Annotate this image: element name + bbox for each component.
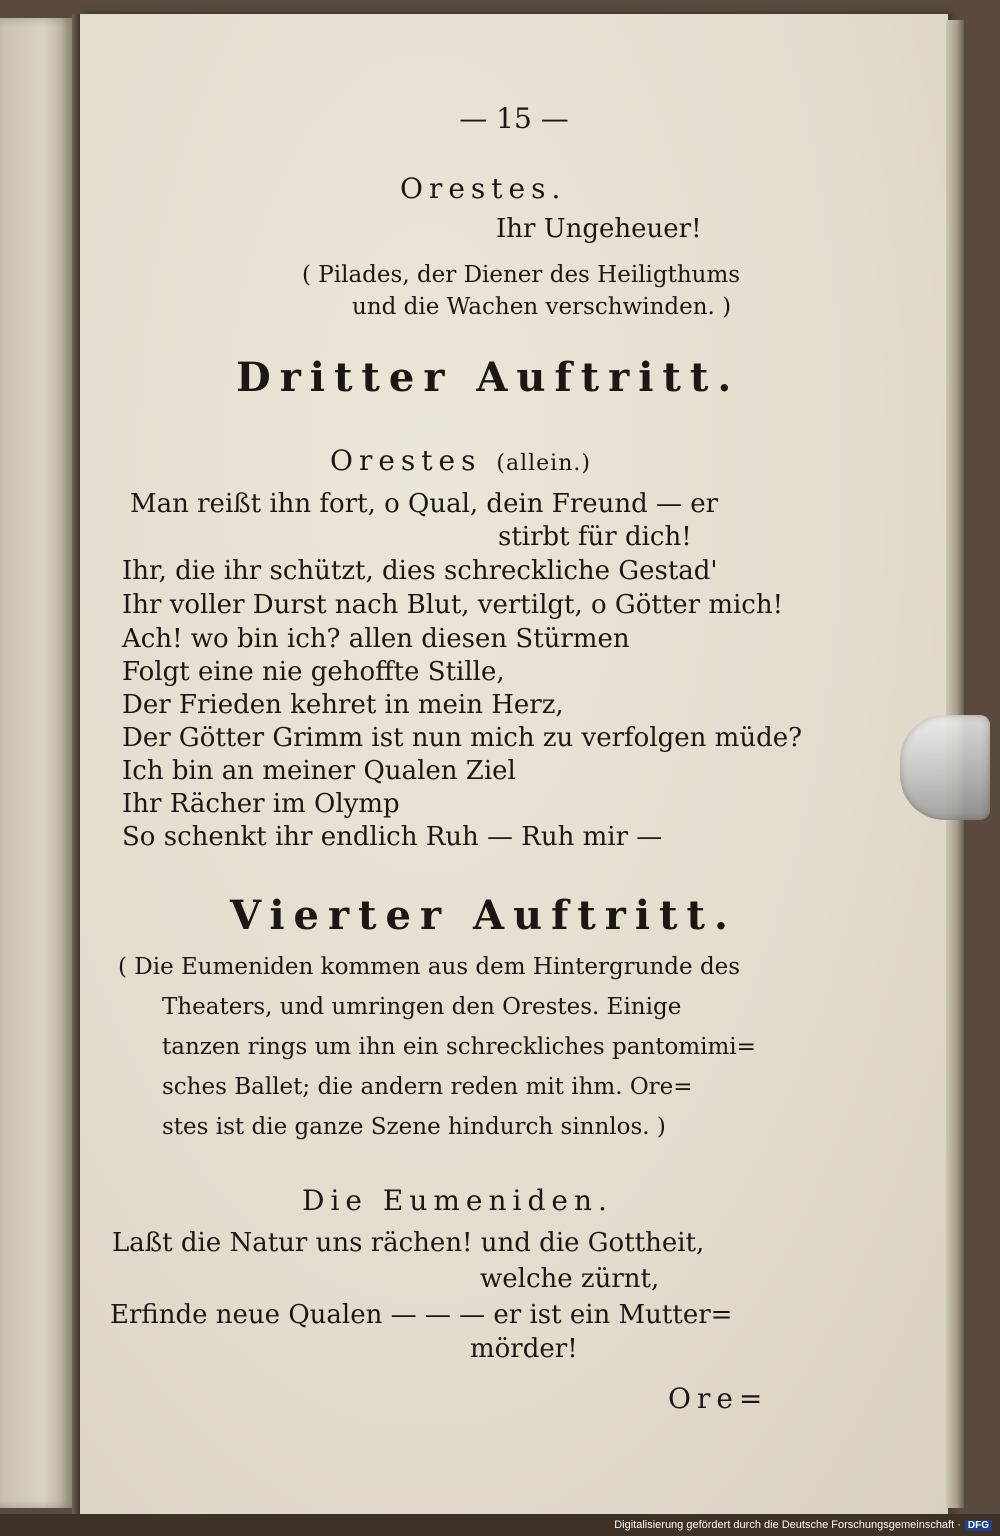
stage-direction: ( Die Eumeniden kommen aus dem Hintergrunde des	[118, 954, 741, 980]
verse-line: Erfinde neue Qualen — — — er ist ein Mutter=	[110, 1300, 733, 1330]
verse-line: mörder!	[470, 1334, 578, 1364]
speaker-orestes: Orestes.	[400, 172, 567, 205]
catchword: Ore=	[668, 1382, 769, 1415]
verse-line: Ihr Rächer im Olymp	[122, 789, 400, 819]
speaker-note: (allein.)	[496, 451, 591, 476]
scene-heading: Vierter Auftritt.	[230, 892, 737, 939]
stage-direction: ( Pilades, der Diener des Heiligthums	[302, 262, 741, 288]
verse-line: Der Frieden kehret in mein Herz,	[122, 690, 564, 720]
footer-text: Digitalisierung gefördert durch die Deutsche Forschungsgemeinschaft ·	[614, 1519, 961, 1531]
verse-line: Laßt die Natur uns rächen! und die Gottheit,	[112, 1228, 705, 1258]
facing-page-edge	[0, 18, 72, 1508]
speaker-eumeniden: Die Eumeniden.	[302, 1184, 613, 1217]
book-page	[80, 14, 948, 1514]
page-number: — 15 —	[459, 102, 569, 135]
stage-direction: sches Ballet; die andern reden mit ihm. Ore=	[162, 1074, 693, 1100]
verse-line: Der Götter Grimm ist nun mich zu verfolgen müde?	[122, 723, 803, 753]
verse-line: Ihr Ungeheuer!	[496, 214, 702, 244]
stage-direction: Theaters, und umringen den Orestes. Einige	[162, 994, 682, 1020]
stage-direction: stes ist die ganze Szene hindurch sinnlos. )	[162, 1114, 666, 1140]
book-gutter	[72, 14, 80, 1514]
verse-line: Ich bin an meiner Qualen Ziel	[122, 756, 516, 786]
verse-line: Folgt eine nie gehoffte Stille,	[122, 657, 505, 687]
scene-heading: Dritter Auftritt.	[236, 354, 741, 401]
verse-line: Man reißt ihn fort, o Qual, dein Freund — er	[130, 489, 719, 519]
verse-line: stirbt für dich!	[498, 522, 692, 552]
clip-icon	[900, 715, 990, 820]
verse-line: So schenkt ihr endlich Ruh — Ruh mir —	[122, 822, 663, 852]
stage-direction: tanzen rings um ihn ein schreckliches pantomimi=	[162, 1034, 756, 1060]
verse-line: Ihr voller Durst nach Blut, vertilgt, o Götter mich!	[122, 590, 784, 620]
speaker-orestes	[330, 444, 591, 477]
dfg-logo-icon: DFG	[965, 1520, 992, 1531]
verse-line: Ach! wo bin ich? allen diesen Stürmen	[122, 624, 630, 654]
footer-credit	[614, 1519, 992, 1531]
verse-line: Ihr, die ihr schützt, dies schreckliche Gestad'	[122, 556, 718, 586]
stage-direction: und die Wachen verschwinden. )	[352, 294, 732, 320]
verse-line: welche zürnt,	[480, 1264, 660, 1294]
speaker-name: Orestes	[330, 444, 482, 477]
